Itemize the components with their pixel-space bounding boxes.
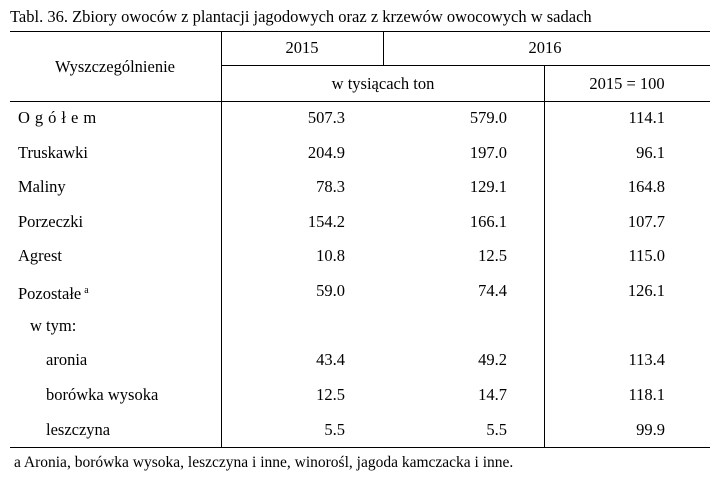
value-index: 113.4 bbox=[628, 350, 665, 369]
value-index: 118.1 bbox=[628, 385, 665, 404]
value-index: 126.1 bbox=[627, 281, 665, 300]
value-2015: 204.9 bbox=[307, 143, 345, 162]
row-label-text: w tym: bbox=[30, 316, 77, 335]
header-year-2015: 2015 bbox=[285, 38, 319, 57]
header-mid-rule bbox=[221, 65, 710, 66]
header-unit: w tysiącach ton bbox=[331, 74, 435, 93]
value-2015: 10.8 bbox=[316, 246, 345, 265]
value-2015: 5.5 bbox=[324, 420, 345, 439]
value-2015: 12.5 bbox=[316, 385, 345, 404]
value-2015: 507.3 bbox=[307, 108, 345, 127]
header-year-2016: 2016 bbox=[528, 38, 562, 57]
footnote-marker: a bbox=[84, 285, 89, 296]
value-index: 99.9 bbox=[636, 420, 665, 439]
value-2016: 12.5 bbox=[478, 246, 507, 265]
row-label bbox=[46, 350, 87, 370]
row-label bbox=[18, 212, 83, 232]
row-label-text: Porzeczki bbox=[18, 212, 84, 231]
header-index: 2015 = 100 bbox=[589, 74, 665, 93]
value-2015: 154.2 bbox=[307, 212, 345, 231]
value-2016: 166.1 bbox=[469, 212, 507, 231]
value-2016: 74.4 bbox=[478, 281, 507, 300]
table-top-rule bbox=[10, 31, 710, 32]
row-label bbox=[46, 385, 158, 405]
value-2015: 78.3 bbox=[316, 177, 345, 196]
row-label bbox=[18, 108, 101, 128]
row-label-text: Truskawki bbox=[18, 143, 88, 162]
row-label-text: Pozostałe bbox=[18, 284, 82, 303]
header-stub: Wyszczególnienie bbox=[55, 57, 175, 76]
row-label-text: Agrest bbox=[18, 246, 62, 265]
value-2015: 43.4 bbox=[316, 350, 345, 369]
value-index: 114.1 bbox=[628, 108, 665, 127]
row-label bbox=[18, 177, 66, 197]
row-label bbox=[30, 316, 76, 336]
value-2015: 59.0 bbox=[316, 281, 345, 300]
column-divider-years bbox=[383, 31, 384, 65]
row-label-text: Ogółem bbox=[18, 108, 102, 127]
column-divider-stub bbox=[221, 31, 222, 447]
table-bottom-rule bbox=[10, 447, 710, 448]
row-label-text: aronia bbox=[46, 350, 88, 369]
footnote: a Aronia, borówka wysoka, leszczyna i inne, winorośl, jagoda kamczacka i inne. bbox=[14, 454, 514, 471]
row-label bbox=[18, 281, 89, 304]
value-index: 107.7 bbox=[627, 212, 665, 231]
column-divider-index bbox=[544, 65, 545, 447]
value-2016: 129.1 bbox=[469, 177, 507, 196]
header-bottom-rule bbox=[10, 101, 710, 102]
value-2016: 5.5 bbox=[486, 420, 507, 439]
value-index: 164.8 bbox=[627, 177, 665, 196]
row-label bbox=[18, 143, 88, 163]
row-label bbox=[46, 420, 110, 440]
value-2016: 579.0 bbox=[469, 108, 507, 127]
value-index: 96.1 bbox=[636, 143, 665, 162]
value-2016: 49.2 bbox=[478, 350, 507, 369]
value-2016: 14.7 bbox=[478, 385, 507, 404]
value-2016: 197.0 bbox=[469, 143, 507, 162]
table-title: Tabl. 36. Zbiory owoców z plantacji jagodowych oraz z krzewów owocowych w sadach bbox=[10, 7, 592, 26]
row-label bbox=[18, 246, 62, 266]
row-label-text: leszczyna bbox=[46, 420, 111, 439]
row-label-text: Maliny bbox=[18, 177, 66, 196]
value-index: 115.0 bbox=[628, 246, 665, 265]
row-label-text: borówka wysoka bbox=[46, 385, 159, 404]
